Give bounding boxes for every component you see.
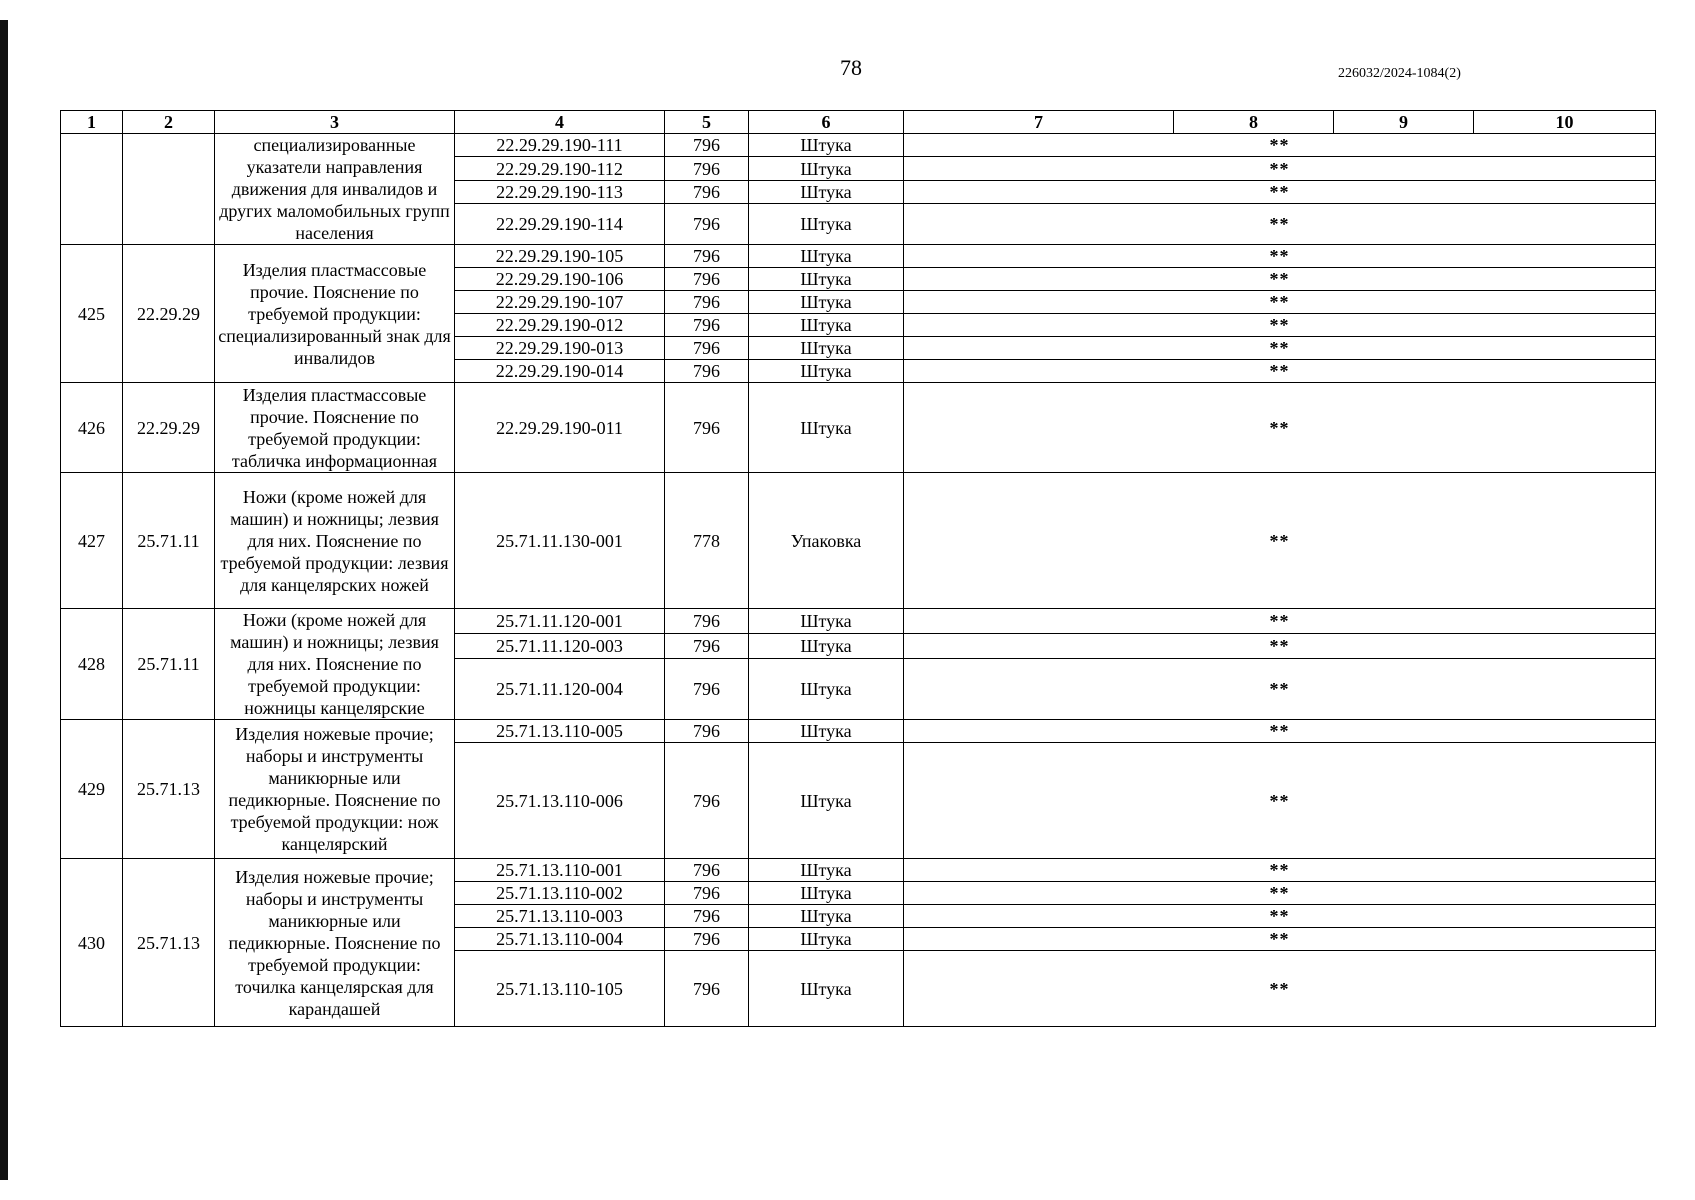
unit-name: Штука — [749, 134, 904, 157]
note-cell: ** — [904, 245, 1656, 268]
column-header: 5 — [665, 111, 749, 134]
note-cell: ** — [904, 360, 1656, 383]
okei-code: 796 — [665, 928, 749, 951]
item-number: 429 — [61, 720, 123, 859]
ktru-code: 25.71.13.110-004 — [455, 928, 665, 951]
note-cell: ** — [904, 659, 1656, 720]
table-row — [61, 720, 1656, 743]
okei-code: 796 — [665, 337, 749, 360]
okpd-code: 22.29.29 — [123, 383, 215, 473]
column-header: 9 — [1334, 111, 1474, 134]
unit-name: Штука — [749, 245, 904, 268]
ktru-code: 22.29.29.190-107 — [455, 291, 665, 314]
ktru-code: 25.71.13.110-001 — [455, 859, 665, 882]
okei-code: 796 — [665, 180, 749, 203]
okpd-code: 25.71.13 — [123, 720, 215, 859]
unit-name: Штука — [749, 314, 904, 337]
unit-name: Штука — [749, 720, 904, 743]
note-cell: ** — [904, 720, 1656, 743]
table-row — [61, 473, 1656, 609]
unit-name: Штука — [749, 268, 904, 291]
item-number: 430 — [61, 859, 123, 1027]
note-cell: ** — [904, 859, 1656, 882]
ktru-code: 25.71.13.110-003 — [455, 905, 665, 928]
item-description: Изделия ножевые прочие; наборы и инструменты маникюрные или педикюрные. Пояснение по требуемой продукции: нож канцелярский — [215, 720, 455, 859]
ktru-code: 25.71.11.120-004 — [455, 659, 665, 720]
okei-code: 796 — [665, 882, 749, 905]
table-row — [61, 609, 1656, 634]
page-number: 78 — [840, 55, 862, 80]
unit-name: Штука — [749, 609, 904, 634]
okei-code: 796 — [665, 314, 749, 337]
ktru-code: 22.29.29.190-114 — [455, 204, 665, 245]
unit-name: Штука — [749, 634, 904, 659]
ktru-code: 25.71.11.120-001 — [455, 609, 665, 634]
table-row — [61, 134, 1656, 157]
unit-name: Упаковка — [749, 473, 904, 609]
okpd-code: 22.29.29 — [123, 245, 215, 383]
item-description: Ножи (кроме ножей для машин) и ножницы; лезвия для них. Пояснение по требуемой продукции: ножницы канцелярские — [215, 609, 455, 720]
ktru-code: 22.29.29.190-106 — [455, 268, 665, 291]
okpd-code: 25.71.13 — [123, 859, 215, 1027]
okei-code: 796 — [665, 204, 749, 245]
procurement-table — [60, 110, 1656, 1027]
item-number: 428 — [61, 609, 123, 720]
table-row — [61, 383, 1656, 473]
unit-name: Штука — [749, 360, 904, 383]
unit-name: Штука — [749, 859, 904, 882]
okpd-code — [123, 134, 215, 245]
unit-name: Штука — [749, 951, 904, 1027]
okei-code: 796 — [665, 634, 749, 659]
note-cell: ** — [904, 180, 1656, 203]
unit-name: Штука — [749, 659, 904, 720]
okei-code: 796 — [665, 245, 749, 268]
ktru-code: 22.29.29.190-111 — [455, 134, 665, 157]
table-row — [61, 859, 1656, 882]
document-reference: 226032/2024-1084(2) — [1338, 66, 1461, 81]
note-cell: ** — [904, 473, 1656, 609]
note-cell: ** — [904, 204, 1656, 245]
note-cell: ** — [904, 314, 1656, 337]
okei-code: 796 — [665, 157, 749, 180]
ktru-code: 25.71.13.110-005 — [455, 720, 665, 743]
okei-code: 796 — [665, 743, 749, 859]
ktru-code: 22.29.29.190-112 — [455, 157, 665, 180]
ktru-code: 22.29.29.190-011 — [455, 383, 665, 473]
item-description: Изделия пластмассовые прочие. Пояснение по требуемой продукции: табличка информационная — [215, 383, 455, 473]
okei-code: 796 — [665, 859, 749, 882]
ktru-code: 22.29.29.190-105 — [455, 245, 665, 268]
okei-code: 796 — [665, 268, 749, 291]
okei-code: 796 — [665, 134, 749, 157]
note-cell: ** — [904, 928, 1656, 951]
unit-name: Штука — [749, 157, 904, 180]
table-body — [61, 134, 1656, 1027]
ktru-code: 25.71.13.110-006 — [455, 743, 665, 859]
unit-name: Штука — [749, 291, 904, 314]
okei-code: 796 — [665, 951, 749, 1027]
ktru-code: 22.29.29.190-013 — [455, 337, 665, 360]
okei-code: 796 — [665, 609, 749, 634]
column-header: 8 — [1174, 111, 1334, 134]
item-number: 427 — [61, 473, 123, 609]
note-cell: ** — [904, 743, 1656, 859]
okei-code: 796 — [665, 905, 749, 928]
item-number: 426 — [61, 383, 123, 473]
okpd-code: 25.71.11 — [123, 609, 215, 720]
note-cell: ** — [904, 337, 1656, 360]
okei-code: 796 — [665, 360, 749, 383]
note-cell: ** — [904, 291, 1656, 314]
item-number — [61, 134, 123, 245]
unit-name: Штука — [749, 180, 904, 203]
unit-name: Штука — [749, 383, 904, 473]
note-cell: ** — [904, 882, 1656, 905]
ktru-code: 25.71.13.110-105 — [455, 951, 665, 1027]
ktru-code: 22.29.29.190-113 — [455, 180, 665, 203]
column-header: 2 — [123, 111, 215, 134]
ktru-code: 22.29.29.190-014 — [455, 360, 665, 383]
item-description: специализированные указатели направления движения для инвалидов и других маломобильных групп населения — [215, 134, 455, 245]
column-header: 4 — [455, 111, 665, 134]
item-number: 425 — [61, 245, 123, 383]
column-header: 6 — [749, 111, 904, 134]
unit-name: Штука — [749, 204, 904, 245]
note-cell: ** — [904, 157, 1656, 180]
column-header: 10 — [1474, 111, 1656, 134]
okei-code: 796 — [665, 383, 749, 473]
ktru-code: 25.71.11.130-001 — [455, 473, 665, 609]
column-header: 1 — [61, 111, 123, 134]
unit-name: Штука — [749, 882, 904, 905]
scan-edge — [0, 20, 8, 1180]
unit-name: Штука — [749, 743, 904, 859]
item-description: Изделия пластмассовые прочие. Пояснение по требуемой продукции: специализированный знак для инвалидов — [215, 245, 455, 383]
item-description: Изделия ножевые прочие; наборы и инструменты маникюрные или педикюрные. Пояснение по требуемой продукции: точилка канцелярская для карандашей — [215, 859, 455, 1027]
note-cell: ** — [904, 609, 1656, 634]
unit-name: Штука — [749, 905, 904, 928]
item-description: Ножи (кроме ножей для машин) и ножницы; лезвия для них. Пояснение по требуемой продукции: лезвия для канцелярских ножей — [215, 473, 455, 609]
note-cell: ** — [904, 905, 1656, 928]
unit-name: Штука — [749, 928, 904, 951]
note-cell: ** — [904, 383, 1656, 473]
okei-code: 796 — [665, 720, 749, 743]
ktru-code: 22.29.29.190-012 — [455, 314, 665, 337]
note-cell: ** — [904, 951, 1656, 1027]
ktru-code: 25.71.13.110-002 — [455, 882, 665, 905]
okei-code: 796 — [665, 291, 749, 314]
table-row — [61, 245, 1656, 268]
unit-name: Штука — [749, 337, 904, 360]
ktru-code: 25.71.11.120-003 — [455, 634, 665, 659]
okei-code: 796 — [665, 659, 749, 720]
column-header: 3 — [215, 111, 455, 134]
note-cell: ** — [904, 634, 1656, 659]
header-row — [61, 111, 1656, 134]
okei-code: 778 — [665, 473, 749, 609]
column-header: 7 — [904, 111, 1174, 134]
note-cell: ** — [904, 268, 1656, 291]
okpd-code: 25.71.11 — [123, 473, 215, 609]
note-cell: ** — [904, 134, 1656, 157]
